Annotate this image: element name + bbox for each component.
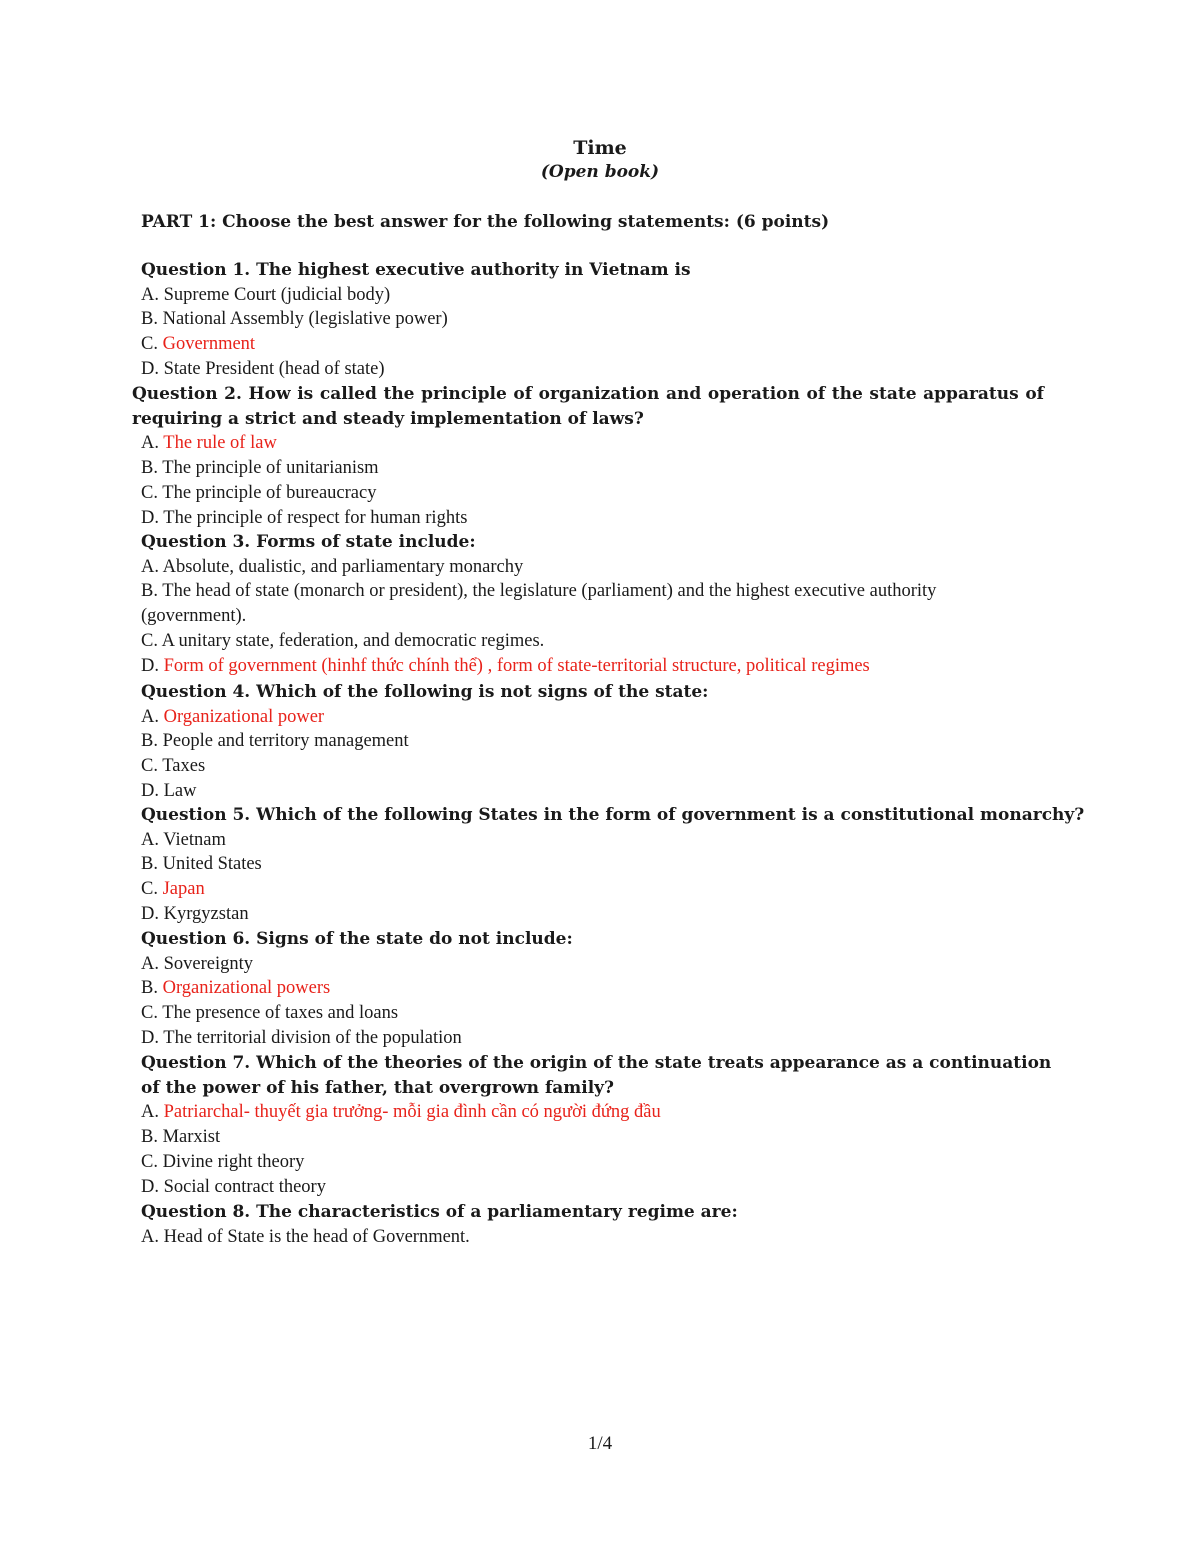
option-letter: A. — [141, 829, 164, 850]
correct-answer-text: Form of government (hinhf thức chính thể) , form of state-territorial structure, political regimes — [163, 655, 870, 676]
correct-answer-text: Patriarchal- thuyết gia trưởng- mỗi gia đình cần có người đứng đầu — [163, 1102, 661, 1123]
option-letter: D. — [141, 655, 164, 676]
option-letter: B. — [141, 978, 163, 999]
option-text: Supreme Court (judicial body) — [163, 284, 391, 305]
page-number: 1/4 — [587, 1433, 613, 1454]
correct-answer-text: Organizational power — [163, 706, 325, 727]
option-letter: C. — [141, 334, 163, 355]
option-letter: D. — [141, 903, 164, 924]
option-letter: A. — [141, 433, 164, 454]
correct-answer-text: Government — [162, 334, 256, 355]
option-b — [141, 307, 1071, 332]
option-text: A unitary state, federation, and democratic regimes. — [161, 630, 545, 651]
option-b — [141, 729, 1071, 754]
option-text: The principle of unitarianism — [162, 458, 379, 479]
question-1 — [141, 258, 1071, 382]
option-text: Divine right theory — [162, 1151, 305, 1172]
option-text: Vietnam — [163, 829, 226, 850]
question-text: Question 7. Which of the theories of the origin of the state treats appearance as a continuation of the power of his father, that overgrown family? — [141, 1053, 1052, 1098]
option-d — [141, 779, 1071, 804]
option-text: United States — [162, 854, 262, 875]
option-d — [141, 357, 1071, 382]
question-text: Question 4. Which of the following is not signs of the state: — [141, 682, 709, 702]
option-text: Absolute, dualistic, and parliamentary monarchy — [162, 556, 524, 577]
part-heading: PART 1: Choose the best answer for the following statements: (6 points) — [141, 212, 830, 232]
question-8 — [141, 1200, 1071, 1249]
option-text: The principle of bureaucracy — [162, 482, 377, 503]
option-a — [141, 705, 1071, 730]
option-letter: C. — [141, 630, 162, 651]
question-4 — [141, 680, 1071, 804]
option-letter: A. — [141, 556, 163, 577]
question-text: Question 3. Forms of state include: — [141, 532, 476, 552]
option-a — [141, 555, 1011, 580]
option-d — [141, 506, 1044, 531]
option-c — [141, 754, 1071, 779]
option-b — [141, 976, 1071, 1001]
question-6 — [141, 927, 1071, 1051]
option-letter: A. — [141, 1102, 164, 1123]
question-2 — [132, 382, 1044, 530]
option-text: People and territory management — [162, 731, 409, 752]
page-subtitle: (Open book) — [540, 162, 660, 182]
question-3 — [141, 530, 1011, 678]
option-letter: A. — [141, 706, 164, 727]
option-b — [141, 1125, 1069, 1150]
option-letter: B. — [141, 581, 163, 602]
option-text: Head of State is the head of Government. — [163, 1226, 470, 1247]
option-c — [141, 877, 1081, 902]
option-text: Kyrgyzstan — [163, 903, 249, 924]
option-letter: A. — [141, 284, 164, 305]
option-letter: D. — [141, 1176, 164, 1197]
option-letter: C. — [141, 1003, 163, 1024]
option-c — [141, 1001, 1071, 1026]
option-text: Sovereignty — [163, 953, 254, 974]
correct-answer-text: Organizational powers — [162, 978, 331, 999]
option-a — [141, 1225, 1071, 1250]
option-letter: D. — [141, 358, 164, 379]
option-c — [141, 481, 1044, 506]
option-text: Taxes — [162, 756, 206, 777]
option-text: The presence of taxes and loans — [162, 1003, 399, 1024]
option-b — [141, 579, 1011, 628]
option-letter: D. — [141, 780, 164, 801]
option-c — [141, 332, 1071, 357]
option-text: Marxist — [162, 1127, 221, 1148]
correct-answer-text: The rule of law — [163, 433, 277, 454]
option-a — [141, 283, 1071, 308]
option-text: Law — [163, 780, 197, 801]
question-text: Question 2. How is called the principle of organization and operation of the state apparatus of requiring a strict and steady implementation of laws? — [132, 384, 1044, 429]
option-text: National Assembly (legislative power) — [162, 309, 448, 330]
option-b — [141, 852, 1081, 877]
option-letter: D. — [141, 507, 164, 528]
option-letter: C. — [141, 879, 163, 900]
option-letter: A. — [141, 953, 164, 974]
option-text: Social contract theory — [163, 1176, 326, 1197]
question-text: Question 1. The highest executive authority in Vietnam is — [141, 260, 691, 280]
question-5 — [141, 803, 1085, 927]
correct-answer-text: Japan — [162, 879, 205, 900]
question-text: Question 6. Signs of the state do not include: — [141, 929, 573, 949]
option-a — [141, 431, 1044, 456]
option-text: State President (head of state) — [163, 358, 385, 379]
option-letter: B. — [141, 854, 163, 875]
option-letter: B. — [141, 309, 163, 330]
question-text: Question 5. Which of the following States in the form of government is a constitutional monarchy? — [141, 805, 1085, 825]
option-letter: B. — [141, 731, 163, 752]
question-7 — [141, 1051, 1069, 1199]
option-c — [141, 629, 1011, 654]
option-text: The head of state (monarch or president), the legislature (parliament) and the highest executive authority (government). — [141, 581, 937, 627]
option-d — [141, 654, 1011, 679]
option-text: The territorial division of the population — [163, 1027, 462, 1048]
option-a — [141, 1100, 1069, 1125]
question-text: Question 8. The characteristics of a parliamentary regime are: — [141, 1202, 738, 1222]
page-title: Time — [573, 137, 627, 159]
option-b — [141, 456, 1044, 481]
option-d — [141, 1026, 1071, 1051]
option-text: The principle of respect for human rights — [163, 507, 468, 528]
option-letter: D. — [141, 1027, 164, 1048]
option-c — [141, 1150, 1069, 1175]
option-d — [141, 902, 1081, 927]
option-letter: C. — [141, 756, 163, 777]
option-d — [141, 1175, 1069, 1200]
option-letter: B. — [141, 458, 163, 479]
option-a — [141, 828, 1081, 853]
option-a — [141, 952, 1071, 977]
option-letter: C. — [141, 482, 163, 503]
option-letter: B. — [141, 1127, 163, 1148]
option-letter: C. — [141, 1151, 163, 1172]
option-letter: A. — [141, 1226, 164, 1247]
